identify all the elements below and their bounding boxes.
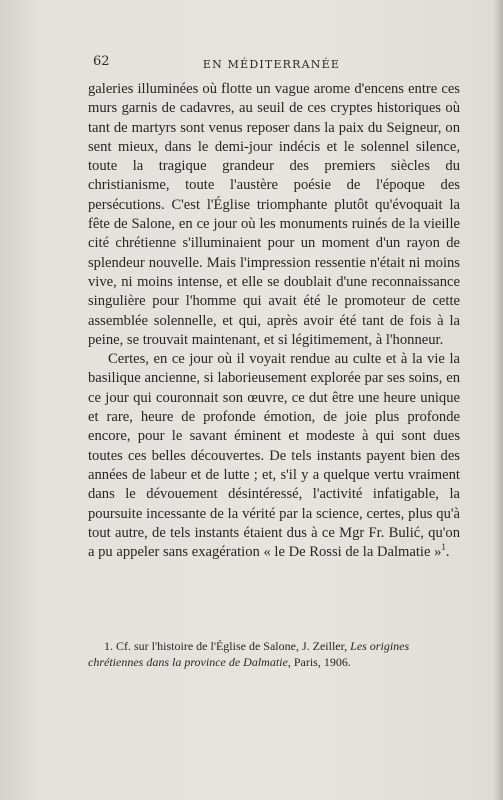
paragraph-2-end: . xyxy=(445,544,450,561)
page-number: 62 xyxy=(93,54,110,69)
paragraph-2 xyxy=(88,350,460,562)
footnote xyxy=(88,638,460,670)
footnote-title: Les origines chrétiennes dans la province de Dalmatie xyxy=(88,639,410,669)
footnote-text-after: , Paris, 1906. xyxy=(287,655,351,669)
footnote-number: 1. xyxy=(104,639,113,653)
running-head: EN MÉDITERRANÉE xyxy=(202,58,341,71)
main-text xyxy=(88,80,460,562)
footnote-reference[interactable]: 1 xyxy=(441,542,446,553)
paragraph-2-text: Certes, en ce jour où il voyait rendue au culte et à la vie la basilique ancienne, si laborieusement explorée par ses soins, en ce jour qui couronnait son œuvre, ce dut être une heure unique et rare, heure de profonde émotion, de joie plus profonde encore, pour le savant éminent et modeste à qui sont dues toutes ces belles découvertes. De tels instants payent bien des années de labeur et de lutte ; et, s'il y a quelque vertu vraiment dans le dévouement désintéressé, l'activité infatigable, la poursuite incessante de la vérité par la science, certes, plus qu'à tout autre, de tels instants étaient dus à ce Mgr Fr. Bulić, qu'on a pu appeler sans exagération « le De Rossi de la Dalmatie » xyxy=(88,351,460,561)
page-edge-shadow xyxy=(493,0,503,800)
footnote-text-before: Cf. sur l'histoire de l'Église de Salone, J. Zeiller, xyxy=(116,639,348,653)
paragraph-1: galeries illuminées où flotte un vague arome d'encens entre ces murs garnis de cadavres, au seuil de ces cryptes historiques où tant de martyrs sont venus reposer dans la paix du Seigneur, on sent mieux, dans le demi-jour indécis et le solennel silence, toute la tragique grandeur des premiers siècles du christianisme, toute l'austère poésie de l'époque des persécutions. C'est l'Église triomphante plutôt qu'évoquait la fête de Salone, en ce jour où les monuments ruinés de la vieille cité chrétienne s'illuminaient pour un moment d'un rayon de splendeur nouvelle. Mais l'impression ressentie n'était ni moins vive, ni moins intense, et elle se doublait d'une reconnaissance singulière pour l'homme qui avait été le promoteur de cette assemblée solennelle, et qui, après avoir été tant de fois à la peine, se trouvait maintenant, et si légitimement, à l'honneur. xyxy=(88,81,460,348)
